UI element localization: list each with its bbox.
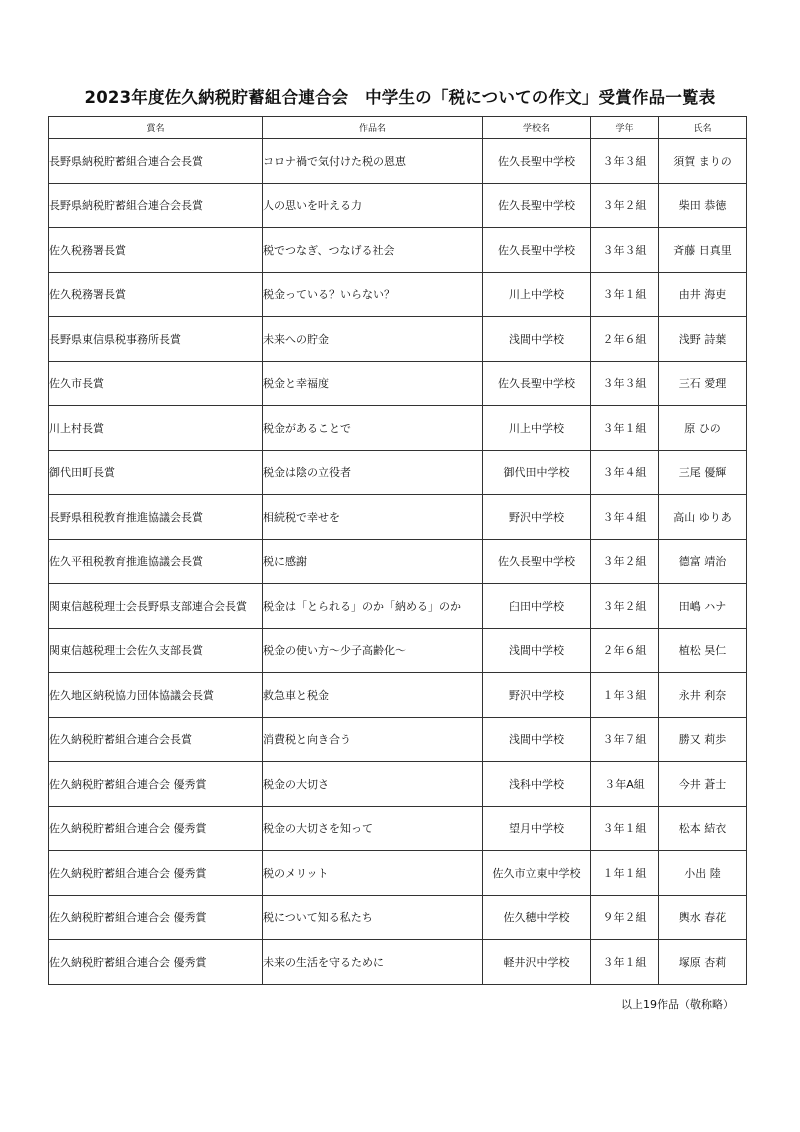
table-row bbox=[49, 628, 747, 673]
cell-school: 川上中学校 bbox=[483, 272, 591, 317]
cell-name: 松本 結衣 bbox=[659, 806, 747, 851]
awards-table bbox=[48, 116, 747, 985]
cell-award: 佐久市長賞 bbox=[49, 361, 263, 406]
cell-name: 植松 昊仁 bbox=[659, 628, 747, 673]
cell-title: 税金の大切さ bbox=[263, 762, 483, 807]
table-row bbox=[49, 851, 747, 896]
cell-name: 塚原 杏莉 bbox=[659, 940, 747, 985]
table-row bbox=[49, 584, 747, 629]
cell-grade: ９年２組 bbox=[591, 895, 659, 940]
cell-school: 佐久長聖中学校 bbox=[483, 139, 591, 184]
header-name: 氏名 bbox=[659, 117, 747, 139]
cell-award: 佐久納税貯蓄組合連合会 優秀賞 bbox=[49, 940, 263, 985]
cell-title: 税金の大切さを知って bbox=[263, 806, 483, 851]
table-header-row bbox=[49, 117, 747, 139]
table-row bbox=[49, 228, 747, 273]
cell-award: 長野県納税貯蓄組合連合会長賞 bbox=[49, 183, 263, 228]
cell-title: 税について知る私たち bbox=[263, 895, 483, 940]
cell-award: 佐久納税貯蓄組合連合会 優秀賞 bbox=[49, 806, 263, 851]
cell-title: 消費税と向き合う bbox=[263, 717, 483, 762]
cell-award: 川上村長賞 bbox=[49, 406, 263, 451]
cell-name: 小出 陸 bbox=[659, 851, 747, 896]
cell-name: 須賀 まりの bbox=[659, 139, 747, 184]
table-row bbox=[49, 272, 747, 317]
cell-name: 由井 海吏 bbox=[659, 272, 747, 317]
cell-title: コロナ禍で気付けた税の恩恵 bbox=[263, 139, 483, 184]
cell-school: 浅間中学校 bbox=[483, 717, 591, 762]
cell-school: 浅科中学校 bbox=[483, 762, 591, 807]
cell-grade: ３年１組 bbox=[591, 406, 659, 451]
cell-name: 德富 靖治 bbox=[659, 539, 747, 584]
cell-school: 佐久市立東中学校 bbox=[483, 851, 591, 896]
cell-school: 望月中学校 bbox=[483, 806, 591, 851]
cell-title: 未来の生活を守るために bbox=[263, 940, 483, 985]
cell-title: 税に感謝 bbox=[263, 539, 483, 584]
cell-name: 三尾 優輝 bbox=[659, 450, 747, 495]
cell-award: 関東信越税理士会長野県支部連合会長賞 bbox=[49, 584, 263, 629]
cell-title: 税のメリット bbox=[263, 851, 483, 896]
cell-name: 原 ひの bbox=[659, 406, 747, 451]
cell-grade: ２年６組 bbox=[591, 317, 659, 362]
table-row bbox=[49, 673, 747, 718]
cell-school: 野沢中学校 bbox=[483, 495, 591, 540]
table-row bbox=[49, 806, 747, 851]
cell-title: 税金っている？いらない？ bbox=[263, 272, 483, 317]
table-row bbox=[49, 406, 747, 451]
cell-grade: ２年６組 bbox=[591, 628, 659, 673]
cell-award: 佐久納税貯蓄組合連合会 優秀賞 bbox=[49, 762, 263, 807]
cell-name: 柴田 恭徳 bbox=[659, 183, 747, 228]
cell-title: 相続税で幸せを bbox=[263, 495, 483, 540]
cell-name: 永井 利奈 bbox=[659, 673, 747, 718]
cell-title: 税金があることで bbox=[263, 406, 483, 451]
cell-grade: ３年４組 bbox=[591, 495, 659, 540]
cell-grade: ３年１組 bbox=[591, 272, 659, 317]
cell-name: 浅野 詩葉 bbox=[659, 317, 747, 362]
cell-grade: ３年２組 bbox=[591, 539, 659, 584]
header-title: 作品名 bbox=[263, 117, 483, 139]
cell-school: 浅間中学校 bbox=[483, 628, 591, 673]
header-school: 学校名 bbox=[483, 117, 591, 139]
header-grade: 学年 bbox=[591, 117, 659, 139]
cell-school: 佐久穂中学校 bbox=[483, 895, 591, 940]
cell-name: 田嶋 ハナ bbox=[659, 584, 747, 629]
cell-award: 長野県租税教育推進協議会長賞 bbox=[49, 495, 263, 540]
cell-award: 御代田町長賞 bbox=[49, 450, 263, 495]
cell-name: 今井 蒼士 bbox=[659, 762, 747, 807]
cell-title: 税金と幸福度 bbox=[263, 361, 483, 406]
cell-name: 輿水 春花 bbox=[659, 895, 747, 940]
cell-title: 税でつなぎ、つなげる社会 bbox=[263, 228, 483, 273]
cell-name: 勝又 莉歩 bbox=[659, 717, 747, 762]
table-row bbox=[49, 940, 747, 985]
cell-award: 佐久地区納税協力団体協議会長賞 bbox=[49, 673, 263, 718]
cell-grade: １年３組 bbox=[591, 673, 659, 718]
cell-award: 佐久納税貯蓄組合連合会 優秀賞 bbox=[49, 851, 263, 896]
cell-school: 臼田中学校 bbox=[483, 584, 591, 629]
cell-award: 佐久平租税教育推進協議会長賞 bbox=[49, 539, 263, 584]
cell-grade: ３年１組 bbox=[591, 806, 659, 851]
cell-school: 軽井沢中学校 bbox=[483, 940, 591, 985]
cell-title: 税金は陰の立役者 bbox=[263, 450, 483, 495]
header-award: 賞名 bbox=[49, 117, 263, 139]
cell-name: 高山 ゆりあ bbox=[659, 495, 747, 540]
cell-title: 人の思いを叶える力 bbox=[263, 183, 483, 228]
cell-title: 未来への貯金 bbox=[263, 317, 483, 362]
cell-grade: ３年３組 bbox=[591, 361, 659, 406]
cell-school: 浅間中学校 bbox=[483, 317, 591, 362]
table-row bbox=[49, 717, 747, 762]
table-row bbox=[49, 495, 747, 540]
cell-title: 税金の使い方～少子高齢化～ bbox=[263, 628, 483, 673]
table-row bbox=[49, 895, 747, 940]
table-row bbox=[49, 139, 747, 184]
cell-name: 斉藤 日真里 bbox=[659, 228, 747, 273]
cell-award: 佐久税務署長賞 bbox=[49, 228, 263, 273]
cell-award: 関東信越税理士会佐久支部長賞 bbox=[49, 628, 263, 673]
cell-award: 長野県東信県税事務所長賞 bbox=[49, 317, 263, 362]
cell-title: 税金は「とられる」のか「納める」のか bbox=[263, 584, 483, 629]
cell-award: 長野県納税貯蓄組合連合会長賞 bbox=[49, 139, 263, 184]
cell-grade: ３年２組 bbox=[591, 584, 659, 629]
cell-grade: ３年３組 bbox=[591, 228, 659, 273]
cell-grade: ３年２組 bbox=[591, 183, 659, 228]
table-row bbox=[49, 317, 747, 362]
table-row bbox=[49, 450, 747, 495]
cell-grade: ３年３組 bbox=[591, 139, 659, 184]
cell-award: 佐久納税貯蓄組合連合会 優秀賞 bbox=[49, 895, 263, 940]
cell-school: 佐久長聖中学校 bbox=[483, 539, 591, 584]
cell-school: 佐久長聖中学校 bbox=[483, 183, 591, 228]
cell-title: 救急車と税金 bbox=[263, 673, 483, 718]
cell-grade: ３年７組 bbox=[591, 717, 659, 762]
table-row bbox=[49, 539, 747, 584]
cell-grade: ３年A組 bbox=[591, 762, 659, 807]
page-title: 2023年度佐久納税貯蓄組合連合会 中学生の「税についての作文」受賞作品一覧表 bbox=[84, 88, 716, 107]
cell-award: 佐久納税貯蓄組合連合会長賞 bbox=[49, 717, 263, 762]
cell-school: 御代田中学校 bbox=[483, 450, 591, 495]
table-row bbox=[49, 183, 747, 228]
footer-note: 以上19作品（敬称略） bbox=[621, 998, 734, 1011]
cell-school: 川上中学校 bbox=[483, 406, 591, 451]
cell-name: 三石 愛理 bbox=[659, 361, 747, 406]
cell-school: 野沢中学校 bbox=[483, 673, 591, 718]
table-row bbox=[49, 762, 747, 807]
cell-grade: ３年１組 bbox=[591, 940, 659, 985]
cell-school: 佐久長聖中学校 bbox=[483, 228, 591, 273]
cell-grade: ３年４組 bbox=[591, 450, 659, 495]
cell-award: 佐久税務署長賞 bbox=[49, 272, 263, 317]
table-row bbox=[49, 361, 747, 406]
cell-grade: １年１組 bbox=[591, 851, 659, 896]
cell-school: 佐久長聖中学校 bbox=[483, 361, 591, 406]
